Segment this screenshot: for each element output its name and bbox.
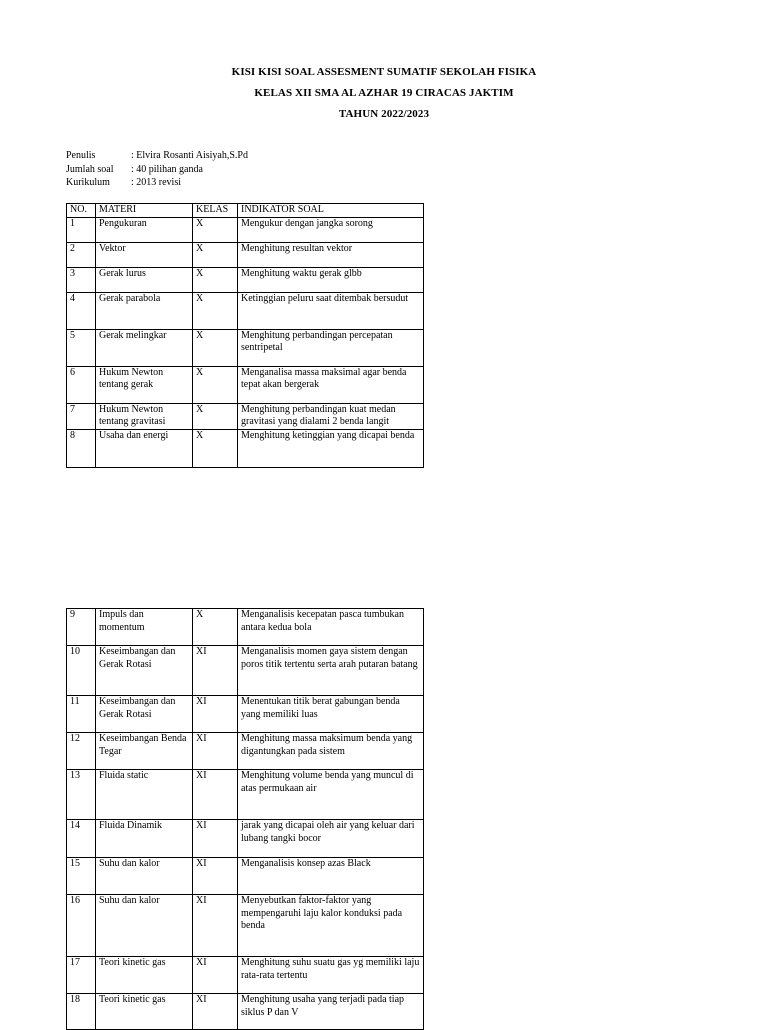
cell-indikator: Mengukur dengan jangka sorong: [238, 217, 424, 242]
table-row: [67, 292, 424, 329]
cell-indikator: Menghitung massa maksimum benda yang digantungkan pada sistem: [238, 733, 424, 770]
table-row: [67, 366, 424, 403]
meta-key: Kurikulum: [66, 177, 110, 188]
cell-indikator: Menentukan titik berat gabungan benda yang memiliki luas: [238, 696, 424, 733]
table-row: [67, 994, 424, 1030]
table-row: [67, 646, 424, 696]
meta-key: Penulis: [66, 150, 96, 161]
cell-indikator: Menganalisis konsep azas Black: [238, 858, 424, 895]
cell-materi: Hukum Newton tentang gravitasi: [96, 403, 193, 429]
table-row: [67, 217, 424, 242]
cell-indikator: Menghitung perbandingan percepatan sentripetal: [238, 329, 424, 366]
cell-indikator: Menganalisis kecepatan pasca tumbukan antara kedua bola: [238, 609, 424, 646]
cell-no: 7: [67, 403, 96, 429]
cell-indikator: jarak yang dicapai oleh air yang keluar dari lubang tangki bocor: [238, 820, 424, 858]
document-subtitle-class: KELAS XII SMA AL AZHAR 19 CIRACAS JAKTIM: [254, 87, 514, 99]
table-row: [67, 733, 424, 770]
table-body: [67, 609, 424, 1030]
cell-indikator: Menghitung resultan vektor: [238, 242, 424, 267]
cell-kelas: X: [193, 403, 238, 429]
document-meta: [66, 149, 248, 190]
cell-materi: Suhu dan kalor: [96, 858, 193, 895]
cell-materi: Fluida static: [96, 770, 193, 820]
cell-no: 1: [67, 217, 96, 242]
cell-no: 2: [67, 242, 96, 267]
cell-materi: Suhu dan kalor: [96, 895, 193, 957]
cell-materi: Impuls dan momentum: [96, 609, 193, 646]
cell-materi: Pengukuran: [96, 217, 193, 242]
cell-materi: Gerak melingkar: [96, 329, 193, 366]
cell-materi: Teori kinetic gas: [96, 994, 193, 1030]
cell-indikator: Menghitung volume benda yang muncul di atas permukaan air: [238, 770, 424, 820]
cell-kelas: XI: [193, 994, 238, 1030]
meta-value: : 2013 revisi: [131, 177, 181, 188]
table-row: [67, 770, 424, 820]
cell-indikator: Menghitung perbandingan kuat medan gravitasi yang dialami 2 benda langit: [238, 403, 424, 429]
header-kelas: KELAS: [193, 204, 238, 218]
cell-kelas: XI: [193, 770, 238, 820]
question-grid-table-page-1: [66, 203, 424, 468]
cell-no: 10: [67, 646, 96, 696]
cell-materi: Usaha dan energi: [96, 429, 193, 467]
cell-no: 14: [67, 820, 96, 858]
meta-row-penulis: [66, 149, 248, 163]
cell-no: 6: [67, 366, 96, 403]
cell-kelas: XI: [193, 820, 238, 858]
cell-indikator: Menyebutkan faktor-faktor yang mempengaruhi laju kalor konduksi pada benda: [238, 895, 424, 957]
meta-key: Jumlah soal: [66, 163, 114, 175]
cell-no: 13: [67, 770, 96, 820]
table-header-row: [67, 204, 424, 218]
cell-indikator: Menghitung ketinggian yang dicapai benda: [238, 429, 424, 467]
cell-no: 15: [67, 858, 96, 895]
cell-kelas: XI: [193, 957, 238, 994]
cell-materi: Keseimbangan dan Gerak Rotasi: [96, 696, 193, 733]
cell-no: 9: [67, 609, 96, 646]
cell-indikator: Menghitung usaha yang terjadi pada tiap siklus P dan V: [238, 994, 424, 1030]
cell-kelas: XI: [193, 733, 238, 770]
meta-value: : 40 pilihan ganda: [131, 163, 203, 175]
document-subtitle-year: TAHUN 2022/2023: [338, 108, 430, 120]
cell-no: 17: [67, 957, 96, 994]
table-row: [67, 895, 424, 957]
table-row: [67, 267, 424, 292]
table-row: [67, 696, 424, 733]
cell-indikator: Menghitung waktu gerak glbb: [238, 267, 424, 292]
cell-indikator: Menghitung suhu suatu gas yg memiliki laju rata-rata tertentu: [238, 957, 424, 994]
cell-materi: Fluida Dinamik: [96, 820, 193, 858]
cell-materi: Keseimbangan Benda Tegar: [96, 733, 193, 770]
meta-row-kurikulum: [66, 176, 248, 190]
cell-kelas: X: [193, 217, 238, 242]
cell-materi: Gerak parabola: [96, 292, 193, 329]
cell-kelas: XI: [193, 646, 238, 696]
cell-kelas: X: [193, 366, 238, 403]
cell-kelas: XI: [193, 895, 238, 957]
cell-no: 5: [67, 329, 96, 366]
table-row: [67, 858, 424, 895]
cell-no: 8: [67, 429, 96, 467]
cell-materi: Vektor: [96, 242, 193, 267]
cell-kelas: X: [193, 267, 238, 292]
cell-no: 11: [67, 696, 96, 733]
table-body: [67, 217, 424, 467]
cell-no: 12: [67, 733, 96, 770]
table-row: [67, 820, 424, 858]
table-row: [67, 957, 424, 994]
cell-kelas: XI: [193, 858, 238, 895]
question-grid-table-page-2: [66, 608, 424, 1030]
cell-kelas: X: [193, 292, 238, 329]
cell-no: 18: [67, 994, 96, 1030]
cell-materi: Keseimbangan dan Gerak Rotasi: [96, 646, 193, 696]
cell-no: 3: [67, 267, 96, 292]
cell-indikator: Menganalisis momen gaya sistem dengan poros titik tertentu serta arah putaran batang: [238, 646, 424, 696]
document-title: KISI KISI SOAL ASSESMENT SUMATIF SEKOLAH FISIKA: [231, 66, 537, 78]
cell-indikator: Menganalisa massa maksimal agar benda tepat akan bergerak: [238, 366, 424, 403]
cell-indikator: Ketinggian peluru saat ditembak bersudut: [238, 292, 424, 329]
header-no: NO.: [67, 204, 96, 218]
table-row: [67, 429, 424, 467]
table-row: [67, 609, 424, 646]
table-row: [67, 403, 424, 429]
table-row: [67, 329, 424, 366]
cell-no: 4: [67, 292, 96, 329]
meta-row-jumlah-soal: [66, 163, 248, 177]
table-row: [67, 242, 424, 267]
cell-kelas: XI: [193, 696, 238, 733]
meta-value: : Elvira Rosanti Aisiyah,S.Pd: [131, 150, 248, 161]
cell-kelas: X: [193, 242, 238, 267]
cell-kelas: X: [193, 429, 238, 467]
cell-kelas: X: [193, 609, 238, 646]
cell-kelas: X: [193, 329, 238, 366]
header-materi: MATERI: [96, 204, 193, 218]
cell-materi: Hukum Newton tentang gerak: [96, 366, 193, 403]
cell-materi: Teori kinetic gas: [96, 957, 193, 994]
header-indikator: INDIKATOR SOAL: [238, 204, 424, 218]
cell-no: 16: [67, 895, 96, 957]
cell-materi: Gerak lurus: [96, 267, 193, 292]
